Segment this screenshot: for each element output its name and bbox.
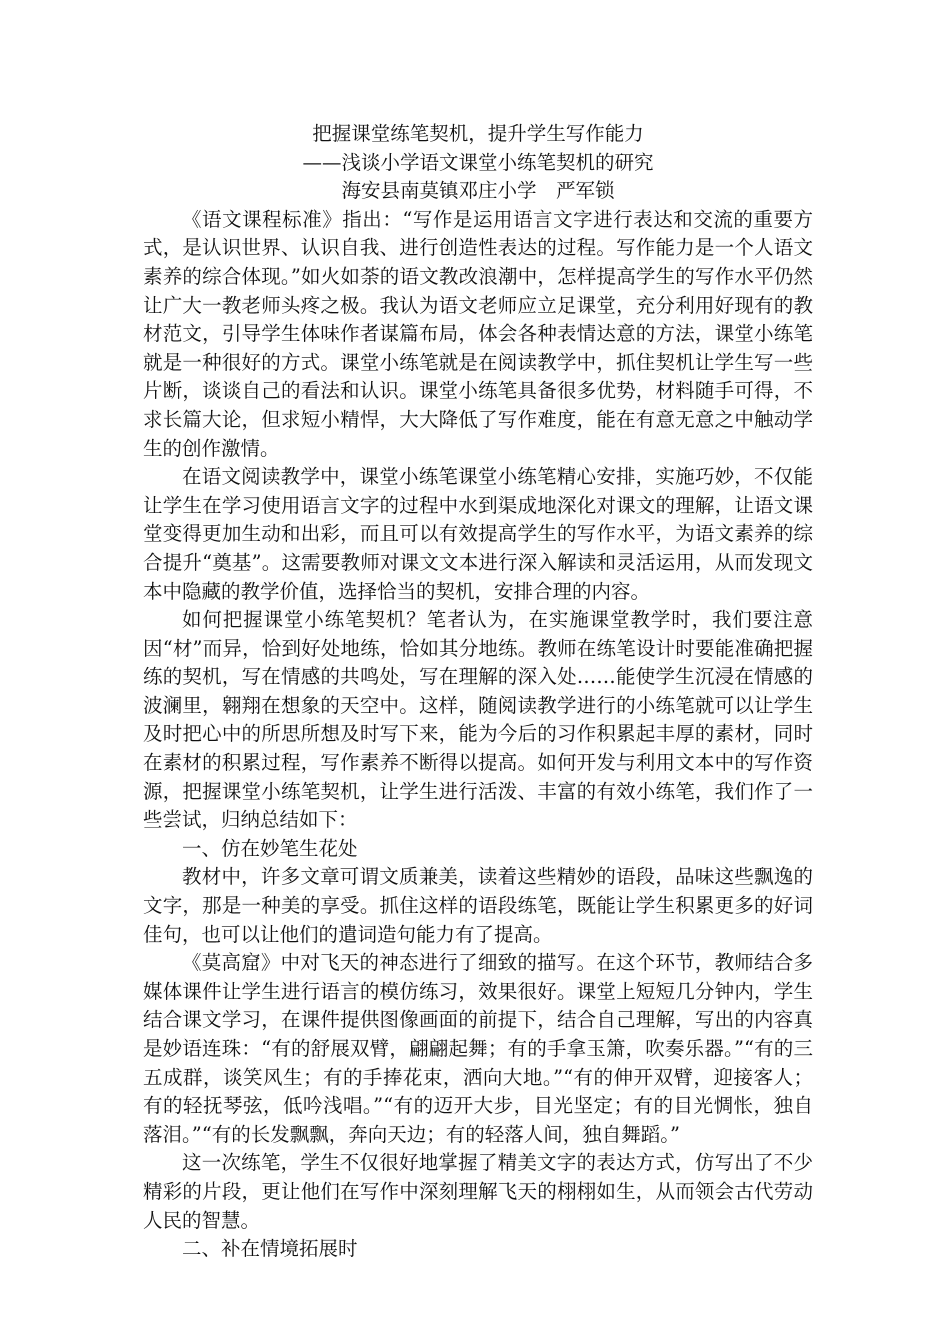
document-page: [143, 120, 813, 1264]
paragraph-section1-summary: 这一次练笔，学生不仅很好地掌握了精美文字的表达方式，仿写出了不少精彩的片段，更让他们在写作中深刻理解飞天的栩栩如生，从而领会古代劳动人民的智慧。: [143, 1151, 813, 1232]
document-title: 把握课堂练笔契机，提升学生写作能力: [312, 122, 644, 145]
author-line: 海安县南莫镇邓庄小学 严军锁: [341, 179, 615, 203]
paragraph-section1-intro: 教材中，许多文章可谓文质兼美，读着这些精妙的语段，品味这些飘逸的文字，那是一种美的享受。抓住这样的语段练笔，既能让学生积累更多的好词佳句，也可以让他们的遣词造句能力有了提高。: [143, 865, 813, 946]
paragraph-method: 如何把握课堂小练笔契机？笔者认为，在实施课堂教学时，我们要注意因“材”而异，恰到好处地练，恰如其分地练。教师在练笔设计时要能准确把握练的契机，写在情感的共鸣处，写在理解的深入处……能使学生沉浸在情感的波澜里，翱翔在想象的天空中。这样，随阅读教学进行的小练笔就可以让学生及时把心中的所思所想及时写下来，能为今后的习作积累起丰厚的素材，同时在素材的积累过程，写作素养不断得以提高。如何开发与利用文本中的写作资源，把握课堂小练笔契机，让学生进行活泼、丰富的有效小练笔，我们作了一些尝试，归纳总结如下：: [143, 608, 813, 832]
paragraph-reading-teaching: 在语文阅读教学中，课堂小练笔课堂小练笔精心安排，实施巧妙，不仅能让学生在学习使用语言文字的过程中水到渠成地深化对课文的理解，让语文课堂变得更加生动和出彩，而且可以有效提高学生的写作水平，为语文素养的综合提升“奠基”。这需要教师对课文文本进行深入解读和灵活运用，从而发现文本中隐藏的教学价值，选择恰当的契机，安排合理的内容。: [143, 465, 813, 603]
paragraph-section1-example: 《莫高窟》中对飞天的神态进行了细致的描写。在这个环节，教师结合多媒体课件让学生进行语言的模仿练习，效果很好。课堂上短短几分钟内，学生结合课文学习，在课件提供图像画面的前提下，结合自己理解，写出的内容真是妙语连珠：“有的舒展双臂，翩翩起舞；有的手拿玉箫，吹奏乐器。”“有的三五成群，谈笑风生；有的手捧花束，洒向大地。”“有的伸开双臂，迎接客人；有的轻抚琴弦，低吟浅唱。”“有的迈开大步，目光坚定；有的目光惆怅，独自落泪。”“有的长发飘飘，奔向天边；有的轻落人间，独自舞蹈。”: [143, 951, 813, 1146]
section-heading-1: 一、仿在妙笔生花处: [182, 836, 358, 860]
document-subtitle: ——浅谈小学语文课堂小练笔契机的研究: [302, 150, 654, 174]
paragraph-intro: 《语文课程标准》指出：“写作是运用语言文字进行表达和交流的重要方式，是认识世界、认识自我、进行创造性表达的过程。写作能力是一个人语文素养的综合体现。”如火如荼的语文教改浪潮中，怎样提高学生的写作水平仍然让广大一教老师头疼之极。我认为语文老师应立足课堂，充分利用好现有的教材范文，引导学生体味作者谋篇布局，体会各种表情达意的方法，课堂小练笔就是一种很好的方式。课堂小练笔就是在阅读教学中，抓住契机让学生写一些片断，谈谈自己的看法和认识。课堂小练笔具备很多优势，材料随手可得，不求长篇大论，但求短小精悍，大大降低了写作难度，能在有意无意之中触动学生的创作激情。: [143, 207, 813, 460]
section-heading-2: 二、补在情境拓展时: [182, 1237, 358, 1261]
